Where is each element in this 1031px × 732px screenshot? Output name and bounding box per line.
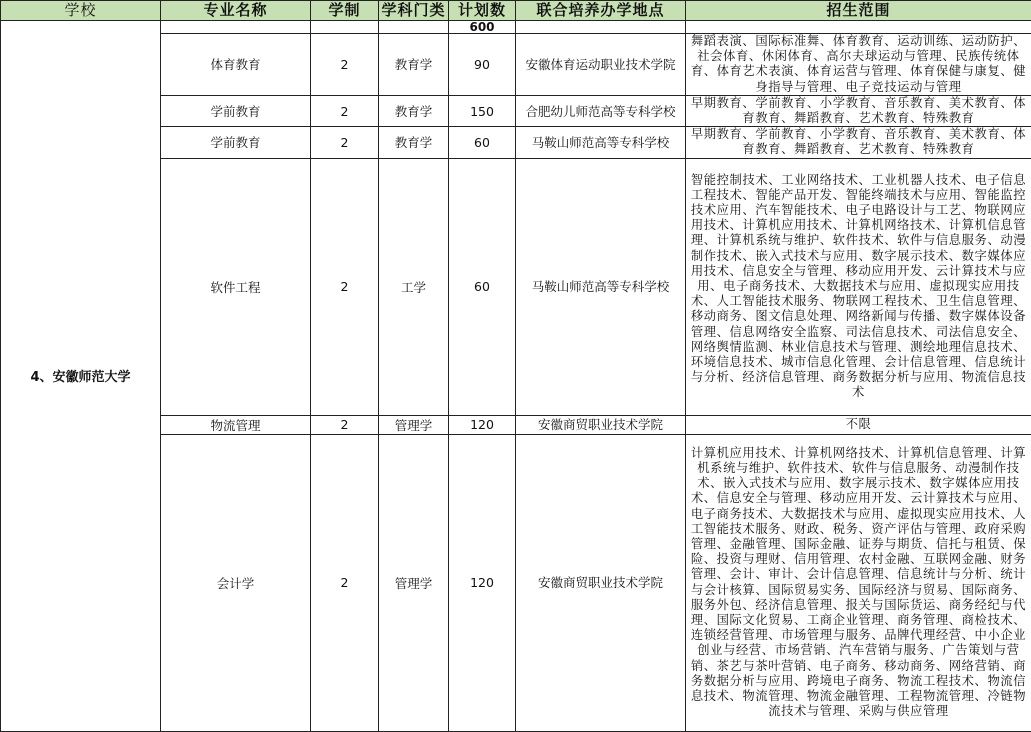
total-blank-scope	[686, 21, 1031, 34]
total-blank-category	[379, 21, 449, 34]
category-cell: 教育学	[379, 95, 449, 126]
school-name: 4、安徽师范大学	[1, 21, 161, 732]
plan-cell: 90	[449, 34, 516, 96]
header-category: 学科门类	[379, 1, 449, 21]
scope-cell: 舞蹈表演、国际标准舞、体育教育、运动训练、运动防护、社会体育、休闲体育、高尔夫球运动与管理、民族传统体育、体育艺术表演、体育运营与管理、体育保健与康复、健身指导与管理、电子竞技运动与管理	[686, 34, 1031, 96]
total-plan: 600	[449, 21, 516, 34]
years-cell: 2	[311, 34, 379, 96]
category-cell: 管理学	[379, 415, 449, 434]
category-cell: 管理学	[379, 434, 449, 731]
plan-cell: 60	[449, 158, 516, 415]
plan-cell: 60	[449, 127, 516, 158]
major-cell: 学前教育	[161, 95, 311, 126]
site-cell: 安徽商贸职业技术学院	[516, 415, 686, 434]
scope-cell: 早期教育、学前教育、小学教育、音乐教育、美术教育、体育教育、舞蹈教育、艺术教育、特殊教育	[686, 127, 1031, 158]
header-school: 学校	[1, 1, 161, 21]
header-years: 学制	[311, 1, 379, 21]
major-cell: 物流管理	[161, 415, 311, 434]
scope-cell: 不限	[686, 415, 1031, 434]
total-row	[1, 21, 1031, 34]
category-cell: 教育学	[379, 127, 449, 158]
scope-cell: 智能控制技术、工业网络技术、工业机器人技术、电子信息工程技术、智能产品开发、智能终端技术与应用、智能监控技术应用、汽车智能技术、电子电路设计与工艺、物联网应用技术、计算机应用技术、计算机网络技术、计算机信息管理、计算机系统与维护、软件技术、软件与信息服务、动漫制作技术、嵌入式技术与应用、数字展示技术、数字媒体应用技术、信息安全与管理、移动应用开发、云计算技术与应用、电子商务技术、大数据技术与应用、虚拟现实应用技术、人工智能技术服务、物联网工程技术、卫生信息管理、移动商务、图文信息处理、网络新闻与传播、数字媒体设备管理、信息网络安全监察、司法信息技术、司法信息安全、网络舆情监测、林业信息技术与管理、测绘地理信息技术、环境信息技术、城市信息化管理、会计信息管理、信息统计与分析、经济信息管理、商务数据分析与应用、物流信息技术	[686, 158, 1031, 415]
plan-cell: 120	[449, 434, 516, 731]
total-blank-major	[161, 21, 311, 34]
years-cell: 2	[311, 95, 379, 126]
total-blank-site	[516, 21, 686, 34]
category-cell: 工学	[379, 158, 449, 415]
major-cell: 体育教育	[161, 34, 311, 96]
major-cell: 软件工程	[161, 158, 311, 415]
scope-cell: 早期教育、学前教育、小学教育、音乐教育、美术教育、体育教育、舞蹈教育、艺术教育、特殊教育	[686, 95, 1031, 126]
header-scope: 招生范围	[686, 1, 1031, 21]
years-cell: 2	[311, 434, 379, 731]
plan-cell: 150	[449, 95, 516, 126]
header-major: 专业名称	[161, 1, 311, 21]
total-blank-years	[311, 21, 379, 34]
years-cell: 2	[311, 158, 379, 415]
site-cell: 马鞍山师范高等专科学校	[516, 127, 686, 158]
header-row	[1, 1, 1031, 21]
site-cell: 安徽商贸职业技术学院	[516, 434, 686, 731]
site-cell: 合肥幼儿师范高等专科学校	[516, 95, 686, 126]
category-cell: 教育学	[379, 34, 449, 96]
scope-cell: 计算机应用技术、计算机网络技术、计算机信息管理、计算机系统与维护、软件技术、软件与信息服务、动漫制作技术、嵌入式技术与应用、数字展示技术、数字媒体应用技术、信息安全与管理、移动应用开发、云计算技术与应用、电子商务技术、大数据技术与应用、虚拟现实应用技术、人工智能技术服务、财政、税务、资产评估与管理、政府采购管理、金融管理、国际金融、证券与期货、信托与租赁、保险、投资与理财、信用管理、农村金融、互联网金融、财务管理、会计、审计、会计信息管理、信息统计与分析、统计与会计核算、国际贸易实务、国际经济与贸易、国际商务、服务外包、经济信息管理、报关与国际货运、商务经纪与代理、国际文化贸易、工商企业管理、商务管理、商检技术、连锁经营管理、市场管理与服务、品牌代理经营、中小企业创业与经营、市场营销、汽车营销与服务、广告策划与营销、茶艺与茶叶营销、电子商务、移动商务、网络营销、商务数据分析与应用、跨境电子商务、物流工程技术、物流信息技术、物流管理、物流金融管理、工程物流管理、冷链物流技术与管理、采购与供应管理	[686, 434, 1031, 731]
years-cell: 2	[311, 415, 379, 434]
major-cell: 会计学	[161, 434, 311, 731]
header-plan: 计划数	[449, 1, 516, 21]
years-cell: 2	[311, 127, 379, 158]
plan-cell: 120	[449, 415, 516, 434]
site-cell: 马鞍山师范高等专科学校	[516, 158, 686, 415]
header-site: 联合培养办学地点	[516, 1, 686, 21]
major-cell: 学前教育	[161, 127, 311, 158]
site-cell: 安徽体育运动职业技术学院	[516, 34, 686, 96]
